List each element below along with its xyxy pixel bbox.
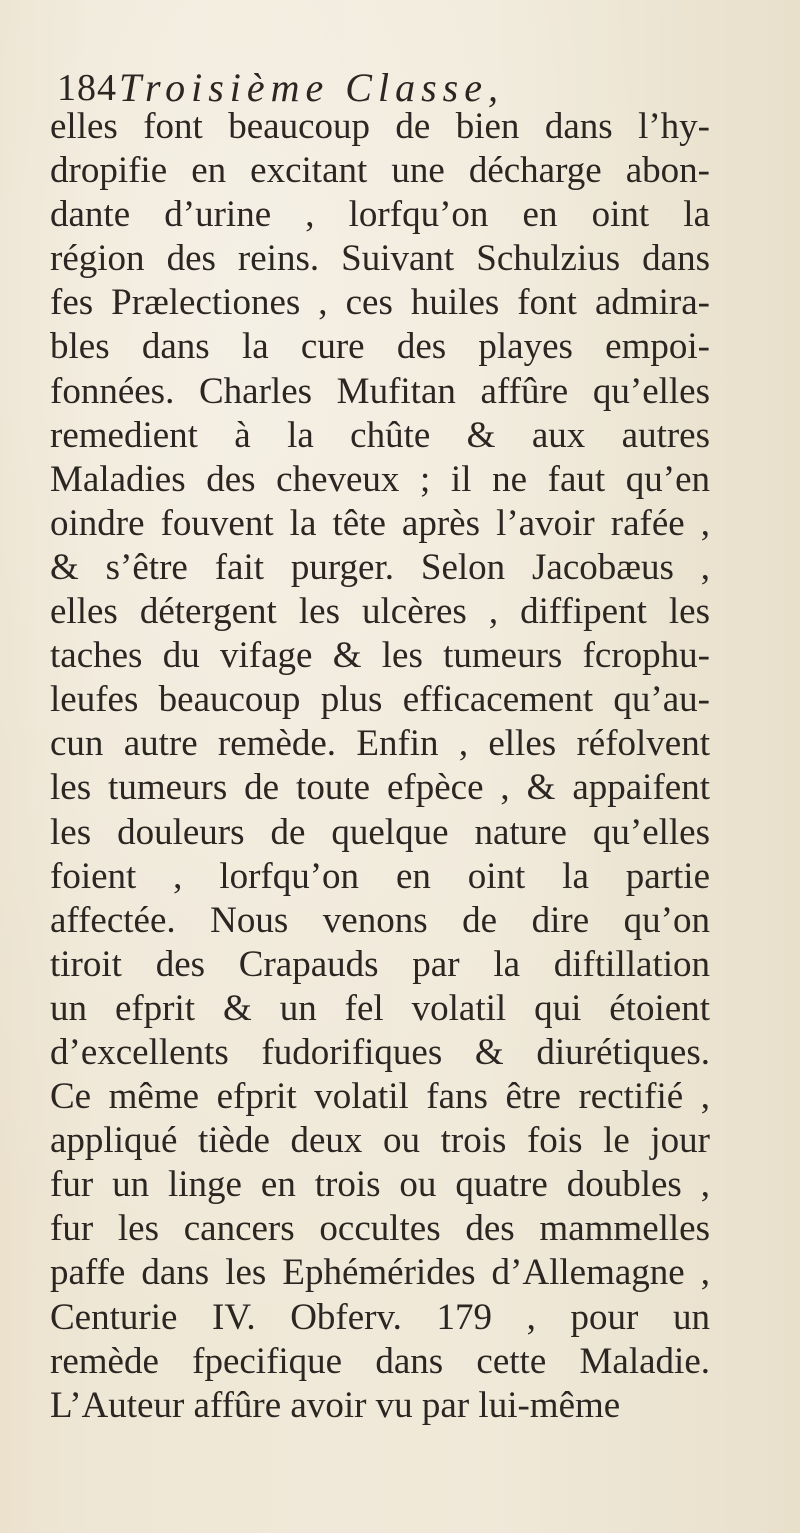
- running-title: Troisième Classe,: [119, 65, 504, 110]
- text-line: oindre fouvent la tête après l’avoir rafée ,: [50, 502, 710, 544]
- text-line: d’excellents fudorifiques & diurétiques.: [50, 1031, 710, 1073]
- text-line: Maladies des cheveux ; il ne faut qu’en: [50, 458, 710, 500]
- text-line: taches du vifage & les tumeurs fcrophu-: [50, 635, 710, 677]
- text-line: remedient à la chûte & aux autres: [50, 414, 710, 456]
- text-line: cun autre remède. Enfin , elles réfolvent: [50, 723, 710, 765]
- text-line: les douleurs de quelque nature qu’elles: [50, 811, 710, 853]
- text-line: fur un linge en trois ou quatre doubles ,: [50, 1164, 710, 1206]
- text-line: & s’être fait purger. Selon Jacobæus ,: [50, 546, 710, 588]
- text-line: Centurie IV. Obferv. 179 , pour un: [50, 1296, 710, 1338]
- text-line: les tumeurs de toute efpèce , & appaifent: [50, 767, 710, 809]
- page-number: 184: [57, 67, 117, 109]
- text-line: foient , lorfqu’on en oint la partie: [50, 855, 710, 897]
- text-line: fonnées. Charles Mufitan affûre qu’elles: [50, 370, 710, 412]
- page-header: [57, 60, 697, 110]
- text-line: elles font beaucoup de bien dans l’hy-: [50, 106, 710, 147]
- text-line: dropifie en excitant une décharge abon-: [50, 150, 710, 192]
- text-line: Ce même efprit volatil fans être rectifié ,: [50, 1076, 710, 1118]
- text-line: tiroit des Crapauds par la diftillation: [50, 943, 710, 985]
- text-line: région des reins. Suivant Schulzius dans: [50, 238, 710, 280]
- text-line: L’Auteur affûre avoir vu par lui-même: [50, 1384, 621, 1426]
- text-line: bles dans la cure des playes empoi-: [50, 326, 710, 368]
- text-line: leufes beaucoup plus efficacement qu’au-: [50, 679, 710, 721]
- text-line: paffe dans les Ephémérides d’Allemagne ,: [50, 1252, 710, 1294]
- text-line: dante d’urine , lorfqu’on en oint la: [50, 194, 710, 236]
- text-line: elles détergent les ulcères , diffipent les: [50, 591, 710, 633]
- text-line: fes Prælectiones , ces huiles font admira-: [50, 282, 710, 324]
- text-line: appliqué tiède deux ou trois fois le jour: [50, 1120, 710, 1162]
- text-line: un efprit & un fel volatil qui étoient: [50, 987, 710, 1029]
- text-line: affectée. Nous venons de dire qu’on: [50, 899, 710, 941]
- body-text: [50, 105, 710, 1428]
- text-line: fur les cancers occultes des mammelles: [50, 1208, 710, 1250]
- text-line: remède fpecifique dans cette Maladie.: [50, 1340, 710, 1382]
